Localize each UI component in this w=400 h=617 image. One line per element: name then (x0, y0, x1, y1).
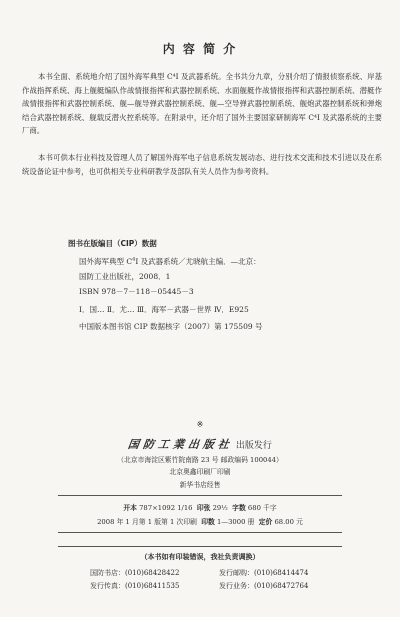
contact-mail-label: 发行邮购： (219, 569, 254, 577)
contact-business-label: 发行业务： (219, 582, 254, 590)
contact-sales (90, 568, 179, 578)
cip-isbn-line: ISBN 978－7－118－05445－3 (79, 287, 194, 296)
sheets-label: 印张 (196, 504, 211, 512)
printer-line: 北京奥鑫印刷厂印刷 (169, 468, 231, 476)
publisher-suffix: 出版发行 (235, 441, 272, 451)
contact-fax (90, 581, 179, 591)
cip-title-part1: 国外海军典型 C (79, 257, 133, 266)
replacement-notice: （本书如有印装错误，我社负责调换） (140, 552, 260, 561)
contact-business (219, 581, 308, 591)
words-value: 680 千字 (247, 504, 277, 512)
divider-middle (58, 532, 342, 533)
contact-sales-value: (010)68428422 (125, 569, 180, 577)
print-count-value: 1—3000 册 (216, 518, 255, 526)
format-spec-line (0, 502, 400, 512)
contact-mail (219, 568, 308, 578)
page-title: 内 容 简 介 (162, 42, 238, 56)
contact-fax-label: 发行传真： (90, 582, 125, 590)
abstract-paragraph-1: 本书全面、系统地介绍了国外海军典型 C⁴I 及武器系统。全书共分九章，分别介绍了情报侦察系统、岸基作战指挥系统、海上舰艇编队作战情报指挥和武器控制系统、水面舰艇作战情报指挥和武器控制系统、潜艇作战情报指挥和武器控制系统、舰—舰导弹武器控制系统、舰—空导弹武器控制系统、舰炮武器控制系统和弹炮结合武器控制系统、舰载反潜火控系统等。在附录中，还介绍了国外主要国家研制海军 C⁴I 及武器系统的主要厂商。 (22, 72, 382, 135)
separator-symbol: ※ (196, 420, 204, 429)
contact-business-value: (010)68472764 (254, 582, 309, 590)
cip-title-line (79, 256, 261, 267)
cip-title-part2: I 及武器系统／尤晓航主编．—北京： (135, 257, 261, 266)
cip-publisher-line: 国防工业出版社，2008．1 (79, 272, 171, 281)
price-label: 定价 (258, 518, 273, 526)
sheets-value: 29½ (212, 504, 228, 512)
words-label: 字数 (232, 504, 246, 512)
publisher-address: （北京市海淀区紫竹院南路 23 号 邮政编码 100044） (117, 456, 283, 464)
format-value: 787×1092 1/16 (139, 504, 193, 512)
divider-top (58, 495, 342, 496)
publisher-logo: 国防工業出版社 (127, 438, 234, 451)
format-label: 开本 (123, 504, 137, 512)
contact-fax-value: (010)68411535 (125, 582, 180, 590)
contact-mail-value: (010)68414474 (254, 569, 309, 577)
publisher-row (0, 436, 400, 452)
contact-sales-label: 国防书店： (90, 569, 125, 577)
cip-title-superscript: 4 (132, 256, 136, 263)
abstract-paragraph-2: 本书可供本行业科技及管理人员了解国外海军电子信息系统发展动态、进行技术交流和技术引进以及在系统设备论证中参考，也可供相关专业科研教学及部队有关人员作为参考资料。 (22, 153, 382, 176)
print-count-label: 印数 (201, 518, 215, 526)
edition-line (0, 516, 400, 526)
distributor-line: 新华书店经售 (179, 481, 221, 489)
cip-heading: 图书在版编目（CIP）数据 (68, 239, 157, 248)
divider-lower (58, 546, 342, 547)
price-value: 68.00 元 (274, 518, 303, 526)
cip-classification-line: Ⅰ．国… Ⅱ．尤… Ⅲ．海军－武器－世界 Ⅳ．E925 (79, 305, 249, 314)
cip-record-number-line: 中国版本图书馆 CIP 数据核字（2007）第 175509 号 (79, 322, 263, 331)
edition-value: 2008 年 1 月第 1 版第 1 次印刷 (97, 518, 197, 526)
